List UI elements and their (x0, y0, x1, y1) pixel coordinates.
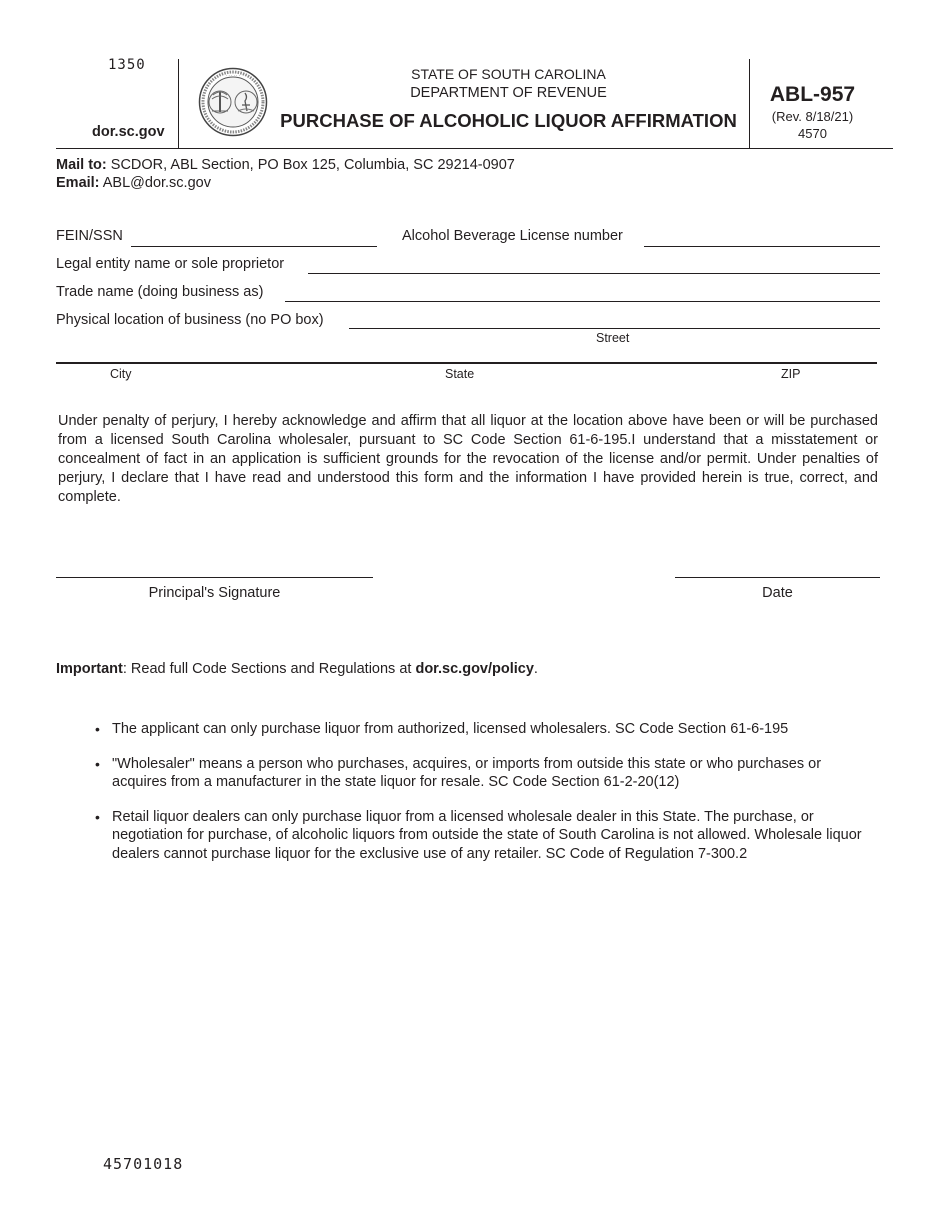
state-line: STATE OF SOUTH CAROLINA (411, 66, 606, 82)
header-bottom-rule (56, 148, 893, 149)
street-caption: Street (596, 331, 630, 345)
legal-entity-field[interactable] (308, 273, 880, 274)
zip-caption: ZIP (781, 367, 801, 381)
form-title: PURCHASE OF ALCOHOLIC LIQUOR AFFIRMATION (280, 110, 737, 131)
street-field[interactable] (349, 328, 880, 329)
form-number: ABL-957 (769, 83, 856, 106)
important-text: : Read full Code Sections and Regulations at (122, 661, 416, 677)
bullet-item: • The applicant can only purchase liquor from authorized, licensed wholesalers. SC Code Section 61-6-195 (112, 720, 876, 739)
svg-text:· · · · · ·: · · · · · · (226, 73, 240, 78)
mail-to-address: SCDOR, ABL Section, PO Box 125, Columbia, SC 29214-0907 (110, 157, 515, 173)
email-address: ABL@dor.sc.gov (102, 175, 211, 191)
email-label: Email: (56, 175, 100, 191)
header-divider-left (178, 59, 179, 149)
state-seal-icon (198, 67, 268, 137)
principal-signature-field[interactable] (56, 577, 373, 578)
policy-link[interactable]: dor.sc.gov/policy (415, 661, 534, 677)
mail-to-line (56, 157, 515, 173)
license-number-label: Alcohol Beverage License number (402, 228, 623, 244)
city-state-zip-field[interactable] (56, 362, 877, 364)
important-note (56, 661, 538, 677)
trade-name-label: Trade name (doing business as) (56, 284, 264, 300)
fein-label: FEIN/SSN (56, 228, 123, 244)
bullet-item: • Retail liquor dealers can only purchase liquor from a licensed wholesale dealer in this State. The purchase, or negotiation for purchase, of alcoholic liquors from outside the state of South Carolina is not allowed. Wholesale liquor dealers cannot purchase liquor for the exclusive use of any retailer. SC Code of Regulation 7-300.2 (112, 808, 876, 864)
footer-form-code: 45701018 (103, 1155, 184, 1173)
trade-name-field[interactable] (285, 301, 880, 302)
date-field[interactable] (675, 577, 880, 578)
important-end: . (533, 661, 538, 677)
principal-signature-caption: Principal's Signature (148, 585, 281, 601)
license-number-field[interactable] (644, 246, 880, 247)
legal-entity-label: Legal entity name or sole proprietor (56, 256, 285, 272)
bullet-item: • "Wholesaler" means a person who purchases, acquires, or imports from outside this state or who purchases or acquires from a manufacturer in the state liquor for resale. SC Code Section 61-2-20(12) (112, 755, 876, 792)
department-line: DEPARTMENT OF REVENUE (410, 85, 607, 101)
fein-field[interactable] (131, 246, 377, 247)
revision-date: (Rev. 8/18/21) (771, 109, 854, 124)
form-code: 4570 (798, 126, 827, 141)
top-form-code: 1350 (108, 57, 146, 73)
state-caption: State (445, 367, 475, 381)
email-line (56, 175, 211, 191)
physical-location-label: Physical location of business (no PO box) (56, 312, 324, 328)
date-caption: Date (762, 585, 793, 601)
affirmation-paragraph: Under penalty of perjury, I hereby acknowledge and affirm that all liquor at the location above have been or will be purchased from a licensed South Carolina wholesaler, pursuant to SC Code Section 61-6-195.I understand that a misstatement or concealment of fact in an application is sufficient grounds for the revocation of the license and/or permit. Under penalties of perjury, I declare that I have read and understood this form and the information I have provided herein is true, correct, and complete. (58, 413, 878, 505)
code-bullets (56, 720, 876, 879)
important-label: Important (56, 661, 123, 677)
website-label: dor.sc.gov (92, 124, 165, 140)
city-caption: City (110, 367, 132, 381)
mail-to-label: Mail to: (56, 157, 107, 173)
